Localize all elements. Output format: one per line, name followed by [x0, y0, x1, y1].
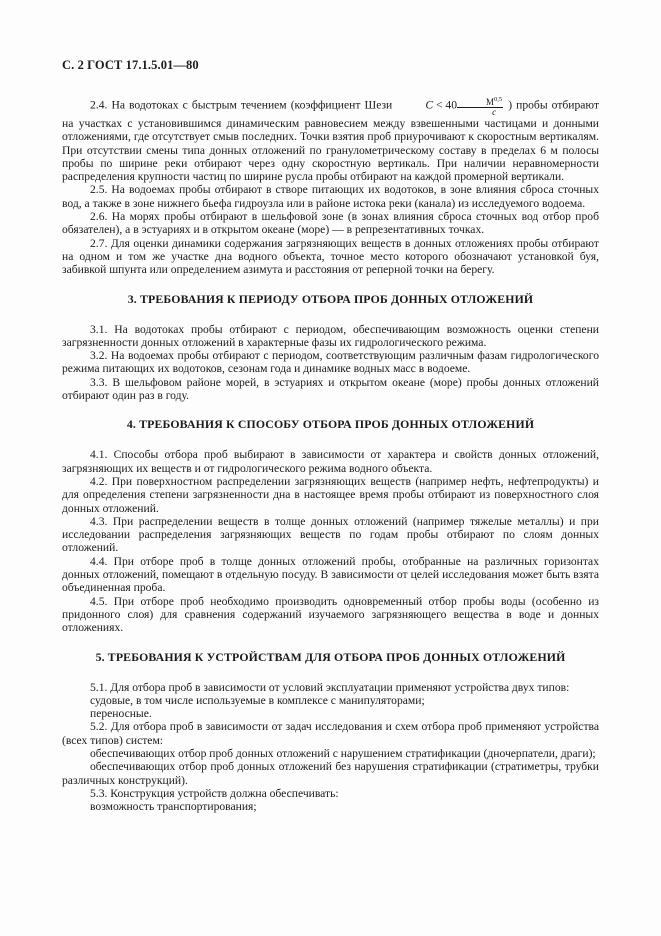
paragraph-5-3: 5.3. Конструкция устройств должна обеспечивать:: [90, 786, 339, 800]
chezy-formula: [397, 95, 503, 117]
paragraph-3-2: 3.2. На водоемах пробы отбирают с периодом, соответствующим различным фазам гидрологического режима питающих их водотоков, сезонам года и динамике водных масс в водоеме.: [62, 349, 599, 376]
list-item-with-disruption: обеспечивающих отбор проб донных отложений с нарушением стратификации (дночерпатели, драги);: [90, 746, 596, 760]
paragraph-2-4-end: ) пробы отбирают на участках с установившимся динамическим равновесием между взвешенными частицами и донными отложениями, где отсутствует смыв последних. Точки взятия проб приурочивают к скоростным вертикалям. При отсутствии смены типа донных отложений по гранулометрическому составу в пределах 6 м полосы пробы по ширине реки отбирают через одну скоростную вертикаль. При наличии неравномерности распределения крупности частиц по ширине русла пробы отбирают на каждой промерной вертикали.: [62, 98, 600, 184]
paragraph-2-4: [62, 95, 599, 183]
numerator-m: M: [486, 97, 495, 107]
paragraph-5-1: 5.1. Для отбора проб в зависимости от условий эксплуатации применяют устройства двух типов:: [90, 680, 570, 694]
section-4-heading: 4. ТРЕБОВАНИЯ К СПОСОБУ ОТБОРА ПРОБ ДОННЫХ ОТЛОЖЕНИЙ: [126, 417, 535, 432]
running-head: С. 2 ГОСТ 17.1.5.01—80: [62, 58, 199, 72]
list-item-transportability: возможность транспортирования;: [90, 800, 257, 814]
paragraph-2-6: 2.6. На морях пробы отбирают в шельфовой зоне (в зонах влияния сброса сточных вод отбор проб обязателен), а в эстуариях и в открытом океане (море) — в репрезентативных точках.: [62, 210, 599, 237]
section-3-heading: 3. ТРЕБОВАНИЯ К ПЕРИОДУ ОТБОРА ПРОБ ДОННЫХ ОТЛОЖЕНИЙ: [127, 291, 534, 306]
fraction-numerator: [457, 95, 503, 108]
paragraph-3-1: 3.1. На водотоках пробы отбирают с периодом, обеспечивающим возможность оценки степени загрязненности донных отложений в характерные фазы их гидрологического режима.: [62, 322, 599, 349]
paragraph-3-3: 3.3. В шельфовом районе морей, в эстуариях и открытом океане (море) пробы донных отложений отбирают один раз в году.: [62, 375, 599, 403]
formula-fraction: [457, 95, 503, 117]
fraction-denominator: c: [492, 107, 497, 117]
list-item-without-disruption: обеспечивающих отбор проб донных отложений без нарушения стратификации (стратиметры, трубки различных конструкций).: [62, 760, 599, 787]
list-item-portable-devices: переносные.: [90, 707, 152, 721]
paragraph-4-4: 4.4. При отборе проб в толще донных отложений пробы, отобранные на различных горизонтах донных отложений, помещают в отдельную посуду. В зависимости от целей исследования может быть взята объединенная проба.: [62, 554, 599, 595]
formula-lt: < 40: [433, 98, 457, 112]
paragraph-5-2: 5.2. Для отбора проб в зависимости от задач исследования и схем отбора проб применяют устройства (всех типов) систем:: [62, 720, 599, 747]
paragraph-2-7: 2.7. Для оценки динамики содержания загрязняющих веществ в донных отложениях пробы отбирают на одном и том же участке дна водного объекта, точное место которого обозначают установкой буя, забивкой шпунта или определением азимута и расстояния от реперной точки на берегу.: [62, 236, 599, 277]
paragraph-2-5: 2.5. На водоемах пробы отбирают в створе питающих их водотоков, в зоне влияния сброса сточных вод, а также в зоне нижнего бьефа гидроузла или в районе истока реки (канала) из исследуемого водоема.: [62, 183, 599, 210]
chezy-c: C: [425, 98, 434, 112]
paragraph-4-1: 4.1. Способы отбора проб выбирают в зависимости от характера и свойств донных отложений, загрязняющих их веществ и от гидрологического режима водного объекта.: [62, 448, 599, 475]
list-item-ship-devices: судовые, в том числе используемые в комплексе с манипуляторами;: [90, 693, 425, 707]
paragraph-4-3: 4.3. При распределении веществ в толще донных отложений (например тяжелые металлы) и при исследовании распределения загрязняющих веществ по годам пробы отбирают по слоям донных отложений.: [62, 514, 599, 555]
paragraph-2-4-start: 2.4. На водотоках с быстрым течением (коэффициент Шези: [90, 98, 397, 112]
paragraph-4-5: 4.5. При отборе проб необходимо производить одновременный отбор пробы воды (особенно из придонного слоя) для сравнения содержаний изучаемого загрязняющего вещества в воде и донных отложениях.: [62, 594, 599, 635]
numerator-exponent: 0,5: [494, 96, 503, 103]
paragraph-4-2: 4.2. При поверхностном распределении загрязняющих веществ (например нефть, нефтепродукты) и для определения степени загрязненности дна в настоящее время пробы отбирают из поверхностного слоя донных отложений.: [62, 474, 599, 515]
section-5-heading: 5. ТРЕБОВАНИЯ К УСТРОЙСТВАМ ДЛЯ ОТБОРА ПРОБ ДОННЫХ ОТЛОЖЕНИЙ: [95, 649, 566, 664]
